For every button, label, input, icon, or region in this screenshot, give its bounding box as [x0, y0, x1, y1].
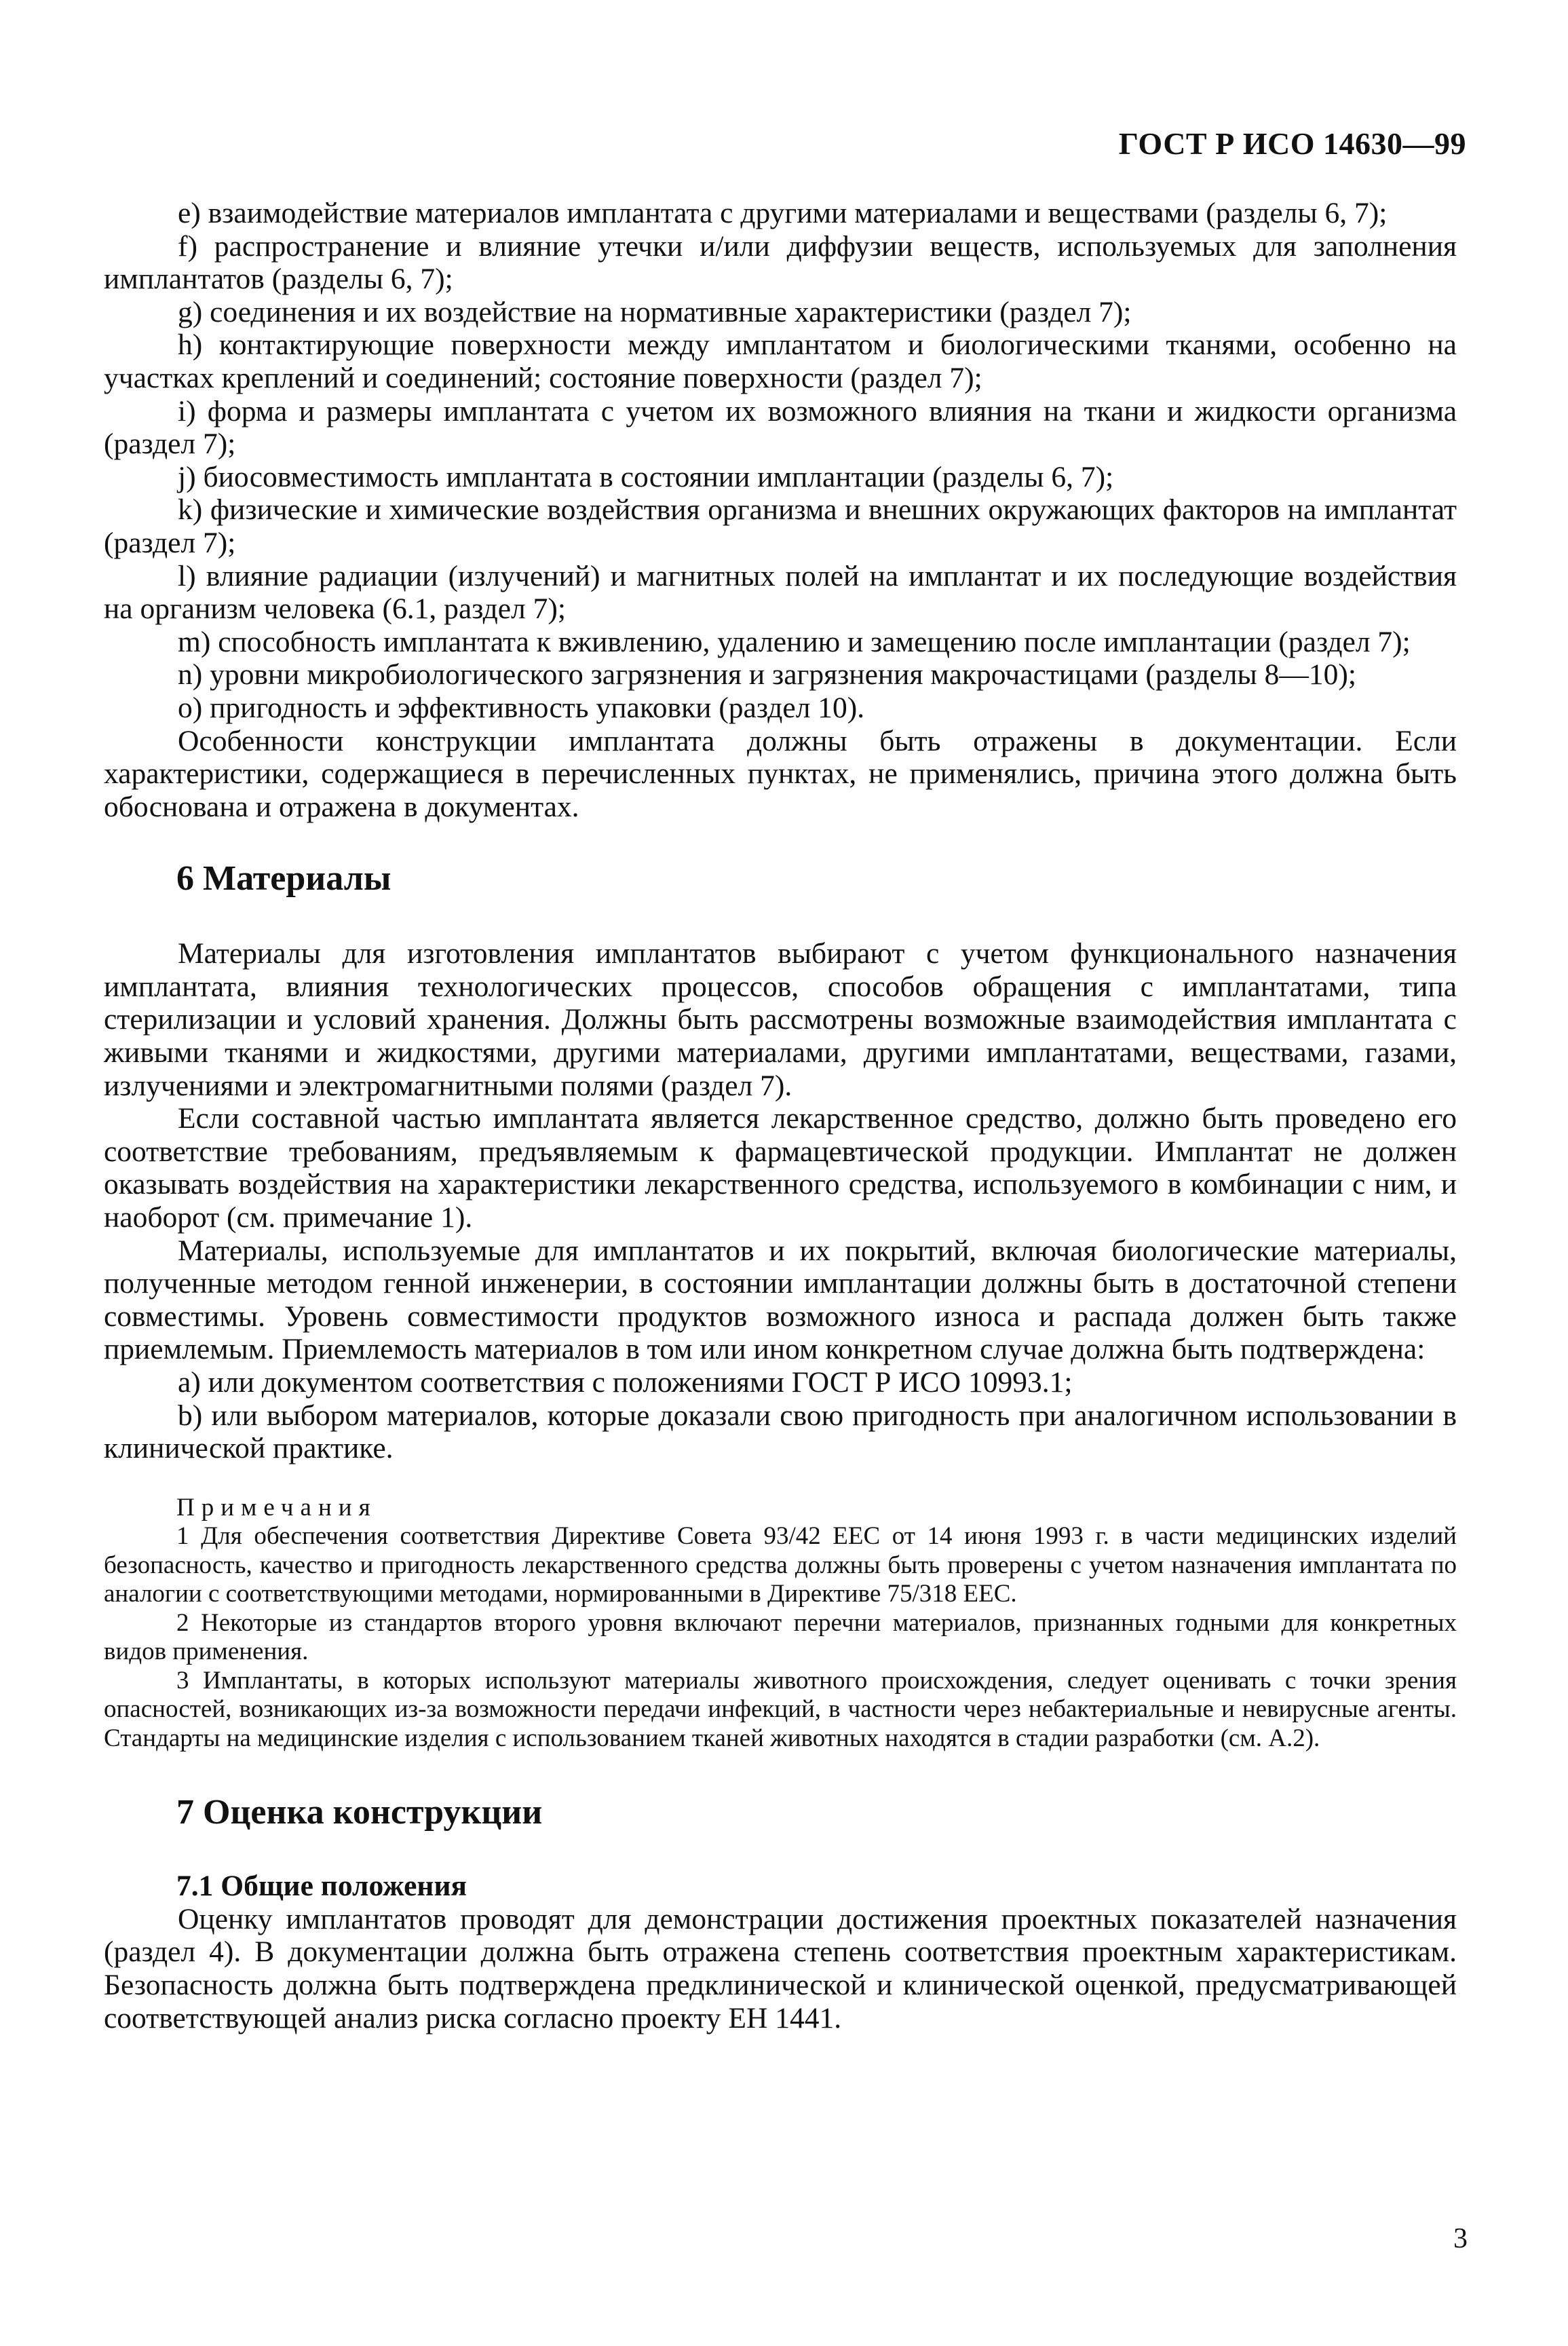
page-content: [104, 197, 1457, 2035]
list-item-n: n) уровни микробиологического загрязнения и загрязнения макрочастицами (разделы 8—10);: [178, 658, 1356, 692]
list-item-m: m) способность имплантата к вживлению, удалению и замещению после имплантации (раздел 7);: [178, 625, 1411, 658]
standard-header: ГОСТ Р ИСО 14630—99: [1118, 126, 1466, 161]
section-6-title: 6 Материалы: [176, 859, 391, 898]
section-6-list-item-a: a) или документом соответствия с положениями ГОСТ Р ИСО 10993.1;: [178, 1366, 1073, 1399]
list-closing-paragraph: Особенности конструкции имплантата должны быть отражены в документации. Если характеристики, содержащиеся в перечисленных пунктах, не применялись, причина этого должна быть обоснована и отражена в документах.: [104, 724, 1457, 823]
list-item-i: i) форма и размеры имплантата с учетом их возможного влияния на ткани и жидкости организма (раздел 7);: [104, 394, 1457, 461]
list-item-l: l) влияние радиации (излучений) и магнитных полей на имплантат и их последующие воздействия на организм человека (6.1, раздел 7);: [104, 559, 1457, 626]
subsection-7-1-title: 7.1 Общие положения: [176, 1870, 467, 1903]
list-item-f: f) распространение и влияние утечки и/или диффузии веществ, используемых для заполнения имплантатов (разделы 6, 7);: [104, 229, 1457, 296]
list-continued: [104, 197, 1457, 823]
section-6-paragraph: Материалы для изготовления имплантатов выбирают с учетом функционального назначения имплантата, влияния технологических процессов, способов обращения с имплантатами, типа стерилизации и условий хранения. Должны быть рассмотрены возможные взаимодействия имплантата с живыми тканями и жидкостями, другими материалами, другими имплантатами, веществами, газами, излучениями и электромагнитными полями (раздел 7).: [104, 937, 1457, 1102]
section-7-paragraph: Оценку имплантатов проводят для демонстрации достижения проектных показателей назначения (раздел 4). В документации должна быть отражена степень соответствия проектным характеристикам. Безопасность должна быть подтверждена предклинической и клинической оценкой, предусматривающей соответствующей анализ риска согласно проекту ЕН 1441.: [104, 1902, 1457, 2035]
note-item: 3 Имплантаты, в которых используют материалы животного происхождения, следует оценивать с точки зрения опасностей, возникающих из-за возможности передачи инфекций, в частности через небактериальные и невирусные агенты. Стандарты на медицинские изделия с использованием тканей животных находятся в стадии разработки (см. А.2).: [104, 1666, 1457, 1752]
list-item-j: j) биосовместимость имплантата в состоянии имплантации (разделы 6, 7);: [178, 460, 1114, 493]
notes-block: [104, 1494, 1457, 1754]
section-6-paragraph: Если составной частью имплантата является лекарственное средство, должно быть проведено его соответствие требованиям, предъявляемым к фармацевтической продукции. Имплантат не должен оказывать воздействия на характеристики лекарственного средства, используемого в комбинации с ним, и наоборот (см. примечание 1).: [104, 1102, 1457, 1234]
section-7-title: 7 Оценка конструкции: [176, 1793, 543, 1832]
note-item: 2 Некоторые из стандартов второго уровня включают перечни материалов, признанных годными для конкретных видов применения.: [104, 1608, 1457, 1666]
note-item: 1 Для обеспечения соответствия Директиве Совета 93/42 ЕЕС от 14 июня 1993 г. в части медицинских изделий безопасность, качество и пригодность лекарственного средства должны быть проверены с учетом назначения имплантата по аналогии с соответствующими методами, нормированными в Директиве 75/318 ЕЕС.: [104, 1522, 1457, 1608]
section-6-paragraph: Материалы, используемые для имплантатов и их покрытий, включая биологические материалы, полученные методом генной инженерии, в состоянии имплантации должны быть в достаточной степени совместимы. Уровень совместимости продуктов возможного износа и распада должен быть также приемлемым. Приемлемость материалов в том или ином конкретном случае должна быть подтверждена:: [104, 1234, 1457, 1366]
list-item-o: o) пригодность и эффективность упаковки (раздел 10).: [178, 691, 865, 724]
section-6-body: [104, 937, 1457, 1465]
list-item-e: e) взаимодействие материалов имплантата с другими материалами и веществами (разделы 6, 7);: [178, 197, 1388, 229]
section-7-body: [104, 1870, 1457, 2035]
list-item-h: h) контактирующие поверхности между имплантатом и биологическими тканями, особенно на участках креплений и соединений; состояние поверхности (раздел 7);: [104, 328, 1457, 394]
section-6-list-item-b: b) или выбором материалов, которые доказали свою пригодность при аналогичном использовании в клинической практике.: [104, 1399, 1457, 1465]
list-item-k: k) физические и химические воздействия организма и внешних окружающих факторов на имплантат (раздел 7);: [104, 493, 1457, 559]
notes-heading: Примечания: [176, 1493, 377, 1521]
list-item-g: g) соединения и их воздействие на нормативные характеристики (раздел 7);: [178, 295, 1132, 328]
page-number: 3: [1453, 2223, 1468, 2254]
